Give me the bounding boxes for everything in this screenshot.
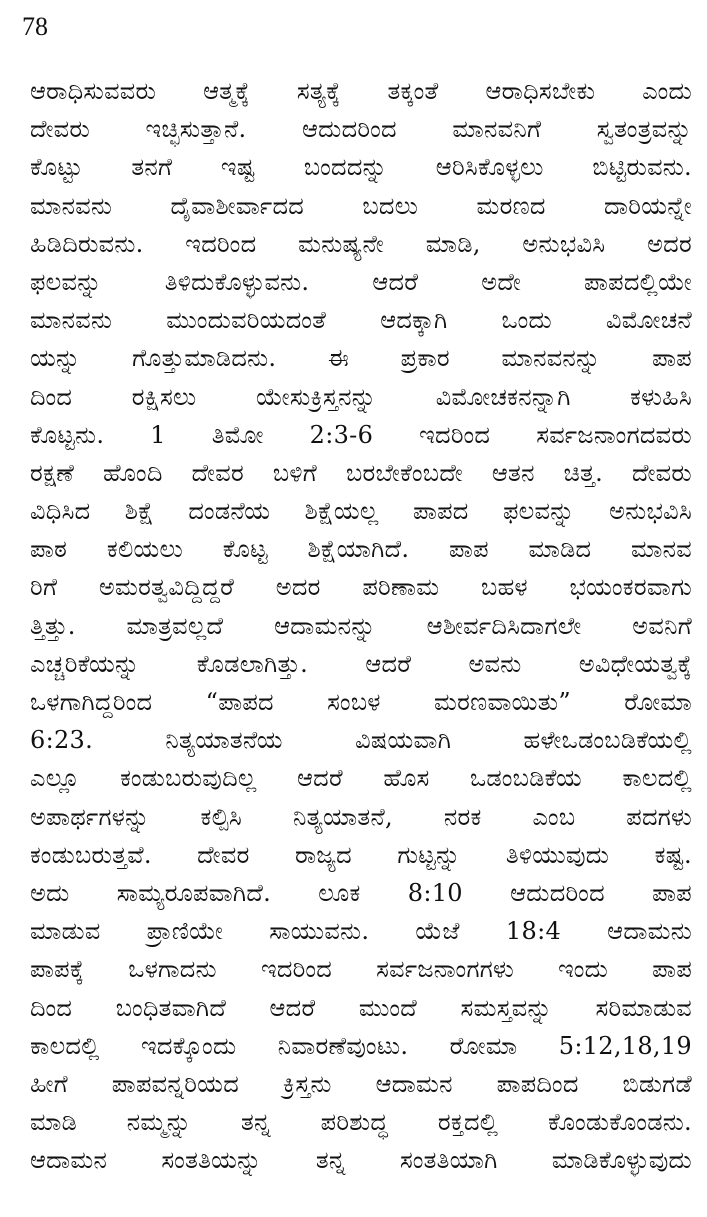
text-line: ದಿಂದ ಬಂಧಿತವಾಗಿದೆ ಆದರೆ ಮುಂದೆ ಸಮಸ್ತವನ್ನು ಸರಿಮಾಡುವ [30, 993, 692, 1022]
text-line: ಮಾನವನು ಮುಂದುವರಿಯದಂತೆ ಆದಕ್ಕಾಗಿ ಒಂದು ವಿಮೋಚನೆ [30, 306, 692, 335]
text-line: ಎಚ್ಚರಿಕೆಯನ್ನು ಕೊಡಲಾಗಿತ್ತು. ಆದರೆ ಅವನು ಅವಿಧೇಯತ್ವಕ್ಕೆ [30, 649, 692, 678]
text-line: ಒಳಗಾಗಿದ್ದರಿಂದ “ಪಾಪದ ಸಂಬಳ ಮರಣವಾಯಿತು” ರೋಮಾ [30, 688, 692, 716]
text-line: ಆದಾಮನ ಸಂತತಿಯನ್ನು ತನ್ನ ಸಂತತಿಯಾಗಿ ಮಾಡಿಕೊಳ್ಳುವುದು [30, 1146, 692, 1175]
text-line: ಆರಾಧಿಸುವವರು ಆತ್ಮಕ್ಕೆ ಸತ್ಯಕ್ಕೆ ತಕ್ಕಂತೆ ಆರಾಧಿಸಬೇಕು ಎಂದು [30, 77, 692, 105]
text-line: ರಿಗೆ ಅಮರತ್ವವಿದ್ದಿದ್ದರೆ ಅದರ ಪರಿಣಾಮ ಬಹಳ ಭಯಂಕರವಾಗು [30, 573, 692, 602]
text-line: ಮಾನವನು ದೈವಾಶೀರ್ವಾದದ ಬದಲು ಮರಣದ ದಾರಿಯನ್ನೇ [30, 191, 692, 220]
text-line: ಕಾಲದಲ್ಲಿ ಇದಕ್ಕೊಂದು ನಿವಾರಣೆವುಂಟು. ರೋಮಾ 5:12,18,19 [30, 1031, 692, 1060]
text-line: ದೇವರು ಇಚ್ಛಿಸುತ್ತಾನೆ. ಆದುದರಿಂದ ಮಾನವನಿಗೆ ಸ್ವತಂತ್ರವನ್ನು [30, 115, 692, 144]
text-line: ಪಾಠ ಕಲಿಯಲು ಕೊಟ್ಟ ಶಿಕ್ಷೆಯಾಗಿದೆ. ಪಾಪ ಮಾಡಿದ ಮಾನವ [30, 535, 692, 564]
text-line: ವಿಧಿಸಿದ ಶಿಕ್ಷೆ ದಂಡನೆಯ ಶಿಕ್ಷೆಯಲ್ಲ ಪಾಪದ ಫಲವನ್ನು ಅನುಭವಿಸಿ [30, 497, 692, 526]
text-line: ಅಪಾರ್ಥಗಳನ್ನು ಕಲ್ಪಿಸಿ ನಿತ್ಯಯಾತನೆ, ನರಕ ಎಂಬ ಪದಗಳು [30, 802, 692, 831]
text-line: ತ್ತಿತ್ತು. ಮಾತ್ರವಲ್ಲದೆ ಆದಾಮನನ್ನು ಆಶೀರ್ವದಿಸಿದಾಗಲೇ ಅವನಿಗೆ [30, 611, 692, 640]
text-line: ಕೊಟ್ಟು ತನಗೆ ಇಷ್ಟ ಬಂದದನ್ನು ಆರಿಸಿಕೊಳ್ಳಲು ಬಿಟ್ಟಿರುವನು. [30, 153, 692, 182]
text-line: ದಿಂದ ರಕ್ಷಿಸಲು ಯೇಸುಕ್ರಿಸ್ತನನ್ನು ವಿಮೋಚಕನನ್ನಾಗಿ ಕಳುಹಿಸಿ [30, 382, 692, 411]
text-line: ಅದು ಸಾಮ್ಯರೂಪವಾಗಿದೆ. ಲೂಕ 8:10 ಆದುದರಿಂದ ಪಾಪ [30, 878, 692, 907]
text-line: ಹಿಡಿದಿರುವನು. ಇದರಿಂದ ಮನುಷ್ಯನೇ ಮಾಡಿ, ಅನುಭವಿಸಿ ಅದರ [30, 229, 692, 258]
body-text [30, 72, 692, 1179]
text-line: ರಕ್ಷಣೆ ಹೊಂದಿ ದೇವರ ಬಳಿಗೆ ಬರಬೇಕೆಂಬದೇ ಆತನ ಚಿತ್ತ. ದೇವರು [30, 458, 692, 487]
text-line: ಮಾಡುವ ಪ್ರಾಣಿಯೇ ಸಾಯುವನು. ಯೆಜೆ 18:4 ಆದಾಮನು [30, 917, 692, 946]
text-line: ಕೊಟ್ಟನು. 1 ತಿಮೋ 2:3-6 ಇದರಿಂದ ಸರ್ವಜನಾಂಗದವರು [30, 420, 692, 449]
text-line: ಎಲ್ಲೂ ಕಂಡುಬರುವುದಿಲ್ಲ ಆದರೆ ಹೊಸ ಒಡಂಬಡಿಕೆಯ ಕಾಲದಲ್ಲಿ [30, 764, 692, 793]
page-number: 78 [22, 12, 48, 41]
text-line: ಯನ್ನು ಗೊತ್ತುಮಾಡಿದನು. ಈ ಪ್ರಕಾರ ಮಾನವನನ್ನು ಪಾಪ [30, 344, 692, 373]
text-line: ಪಾಪಕ್ಕೆ ಒಳಗಾದನು ಇದರಿಂದ ಸರ್ವಜನಾಂಗಗಳು ಇಂದು ಪಾಪ [30, 955, 692, 984]
text-line: ಹೀಗೆ ಪಾಪವನ್ನರಿಯದ ಕ್ರಿಸ್ತನು ಆದಾಮನ ಪಾಪದಿಂದ ಬಿಡುಗಡೆ [30, 1069, 692, 1098]
text-line: ಫಲವನ್ನು ತಿಳಿದುಕೊಳ್ಳುವನು. ಆದರೆ ಅದೇ ಪಾಪದಲ್ಲಿಯೇ [30, 267, 692, 296]
text-line: ಕಂಡುಬರುತ್ತವೆ. ದೇವರ ರಾಜ್ಯದ ಗುಟ್ಟನ್ನು ತಿಳಿಯುವುದು ಕಷ್ಟ. [30, 840, 692, 869]
text-line: ಮಾಡಿ ನಮ್ಮನ್ನು ತನ್ನ ಪರಿಶುದ್ಧ ರಕ್ತದಲ್ಲಿ ಕೊಂಡುಕೊಂಡನು. [30, 1108, 692, 1137]
text-line: 6:23. ನಿತ್ಯಯಾತನೆಯ ವಿಷಯವಾಗಿ ಹಳೇಒಡಂಬಡಿಕೆಯಲ್ಲಿ [30, 726, 692, 755]
